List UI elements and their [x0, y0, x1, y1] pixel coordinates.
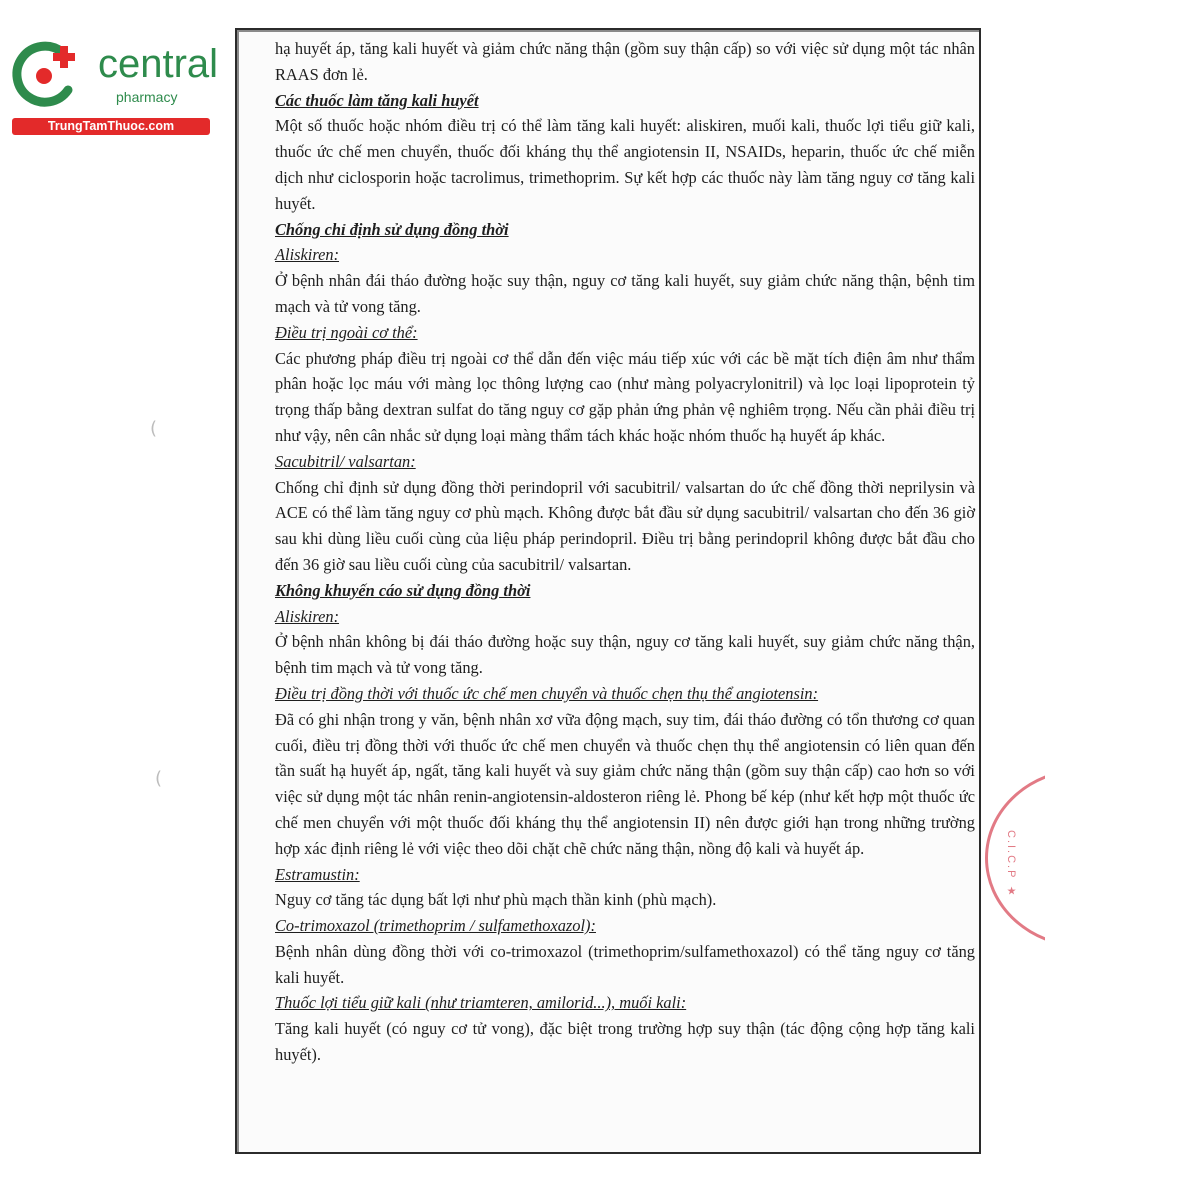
paragraph-potassium-sparing: Tăng kali huyết (có nguy cơ tử vong), đặc biệt trong trường hợp suy thận (tác động cộng hợp tăng kali huyết). — [275, 1019, 975, 1065]
document-body — [275, 36, 975, 1068]
paragraph-estramustin: Nguy cơ tăng tác dụng bất lợi như phù mạch thần kinh (phù mạch). — [275, 890, 717, 910]
official-stamp — [985, 768, 1045, 948]
paragraph-sacubitril: Chống chỉ định sử dụng đồng thời perindopril với sacubitril/ valsartan do ức chế đồng thời neprilysin và ACE có thể làm tăng nguy cơ phù mạch. Không được bắt đầu sử dụng sacubitril/ valsartan cho đến 36 giờ sau khi dùng liều cuối cùng của liệu pháp perindopril. Điều trị bằng perindopril không được bắt đầu cho đến 36 giờ sau liều cuối cùng của sacubitril/ valsartan. — [275, 477, 975, 574]
subheading-potassium-sparing: Thuốc lợi tiểu giữ kali (như triamteren, amilorid...), muối kali: — [275, 993, 687, 1013]
paragraph-hyperkalemia-drugs: Một số thuốc hoặc nhóm điều trị có thể làm tăng kali huyết: aliskiren, muối kali, thuốc lợi tiểu giữ kali, thuốc ức chế men chuyển, thuốc đối kháng thụ thể angiotensin II, NSAIDs, heparin, thuốc ức chế miễn dịch như ciclosporin hoặc tacrolimus, trimethoprim. Sự kết hợp các thuốc này làm tăng nguy cơ tăng kali huyết. — [275, 116, 975, 213]
logo-site-url: TrungTamThuoc.com — [12, 118, 210, 135]
paragraph-cotrimoxazol: Bệnh nhân dùng đồng thời với co-trimoxazol (trimethoprim/sulfamethoxazol) có thể tăng nguy cơ tăng kali huyết. — [275, 941, 975, 987]
scan-mark-top: ( — [150, 418, 158, 439]
stamp-text: C.I.C.P ★ — [1005, 830, 1017, 900]
subheading-extracorporeal: Điều trị ngoài cơ thể: — [275, 322, 418, 342]
subheading-aliskiren-2: Aliskiren: — [275, 606, 340, 626]
logo-sub-text: pharmacy — [116, 89, 178, 105]
subheading-cotrimoxazol: Co-trimoxazol (trimethoprim / sulfamethoxazol): — [275, 916, 596, 936]
document-page — [235, 28, 981, 1154]
subheading-sacubitril: Sacubitril/ valsartan: — [275, 451, 416, 471]
subheading-estramustin: Estramustin: — [275, 864, 360, 884]
subheading-aliskiren-1: Aliskiren: — [275, 245, 340, 265]
heading-contraindicated: Chống chỉ định sử dụng đồng thời — [275, 219, 509, 239]
paragraph-extracorporeal: Các phương pháp điều trị ngoài cơ thể dẫn đến việc máu tiếp xúc với các bề mặt tích điện âm như thẩm phân hoặc lọc máu với màng lọc thông lượng cao (như màng polyacrylonitril) và lọc loại lipoprotein tỷ trọng thấp bằng dextran sulfat do tăng nguy cơ gặp phản ứng phản vệ nghiêm trọng. Nếu cần phải điều trị như vậy, nên cân nhắc sử dụng loại màng thẩm tách khác hoặc nhóm thuốc hạ huyết áp khác. — [275, 348, 975, 445]
scan-mark-bottom: ( — [155, 768, 163, 789]
central-pharmacy-logo[interactable] — [10, 36, 219, 136]
paragraph-aliskiren-1: Ở bệnh nhân đái tháo đường hoặc suy thận, nguy cơ tăng kali huyết, suy giảm chức năng thận, bệnh tim mạch và tử vong tăng. — [275, 271, 975, 316]
paragraph-aliskiren-2: Ở bệnh nhân không bị đái tháo đường hoặc suy thận, nguy cơ tăng kali huyết, suy giảm chức năng thận, bệnh tim mạch và tử vong tăng. — [275, 632, 975, 678]
subheading-ace-arb: Điều trị đồng thời với thuốc ức chế men chuyển và thuốc chẹn thụ thể angiotensin: — [275, 683, 819, 703]
heading-hyperkalemia-drugs: Các thuốc làm tăng kali huyết — [275, 90, 479, 110]
paragraph-ace-arb: Đã có ghi nhận trong y văn, bệnh nhân xơ vữa động mạch, suy tim, đái tháo đường có tổn thương cơ quan cuối, điều trị đồng thời với thuốc ức chế men chuyển và thuốc chẹn thụ thể angiotensin có liên quan đến tần suất hạ huyết áp, ngất, tăng kali huyết và suy giảm chức năng thận (gồm suy thận cấp) cao hơn so với việc sử dụng một tác nhân renin-angiotensin-aldosteron riêng lẻ. Phong bế kép (như kết hợp một thuốc ức chế men chuyển với một thuốc đối kháng thụ thể angiotensin II) nên được giới hạn trong những trường hợp xác định riêng lẻ với việc theo dõi chặt chẽ chức năng thận, nồng độ kali và huyết áp. — [275, 709, 975, 858]
heading-not-recommended: Không khuyến cáo sử dụng đồng thời — [275, 580, 531, 600]
paragraph-raas: hạ huyết áp, tăng kali huyết và giảm chức năng thận (gồm suy thận cấp) so với việc sử dụng một tác nhân RAAS đơn lẻ. — [275, 39, 975, 84]
logo-brand-text: central — [98, 42, 219, 86]
pharmacy-c-cross-icon — [10, 40, 82, 112]
